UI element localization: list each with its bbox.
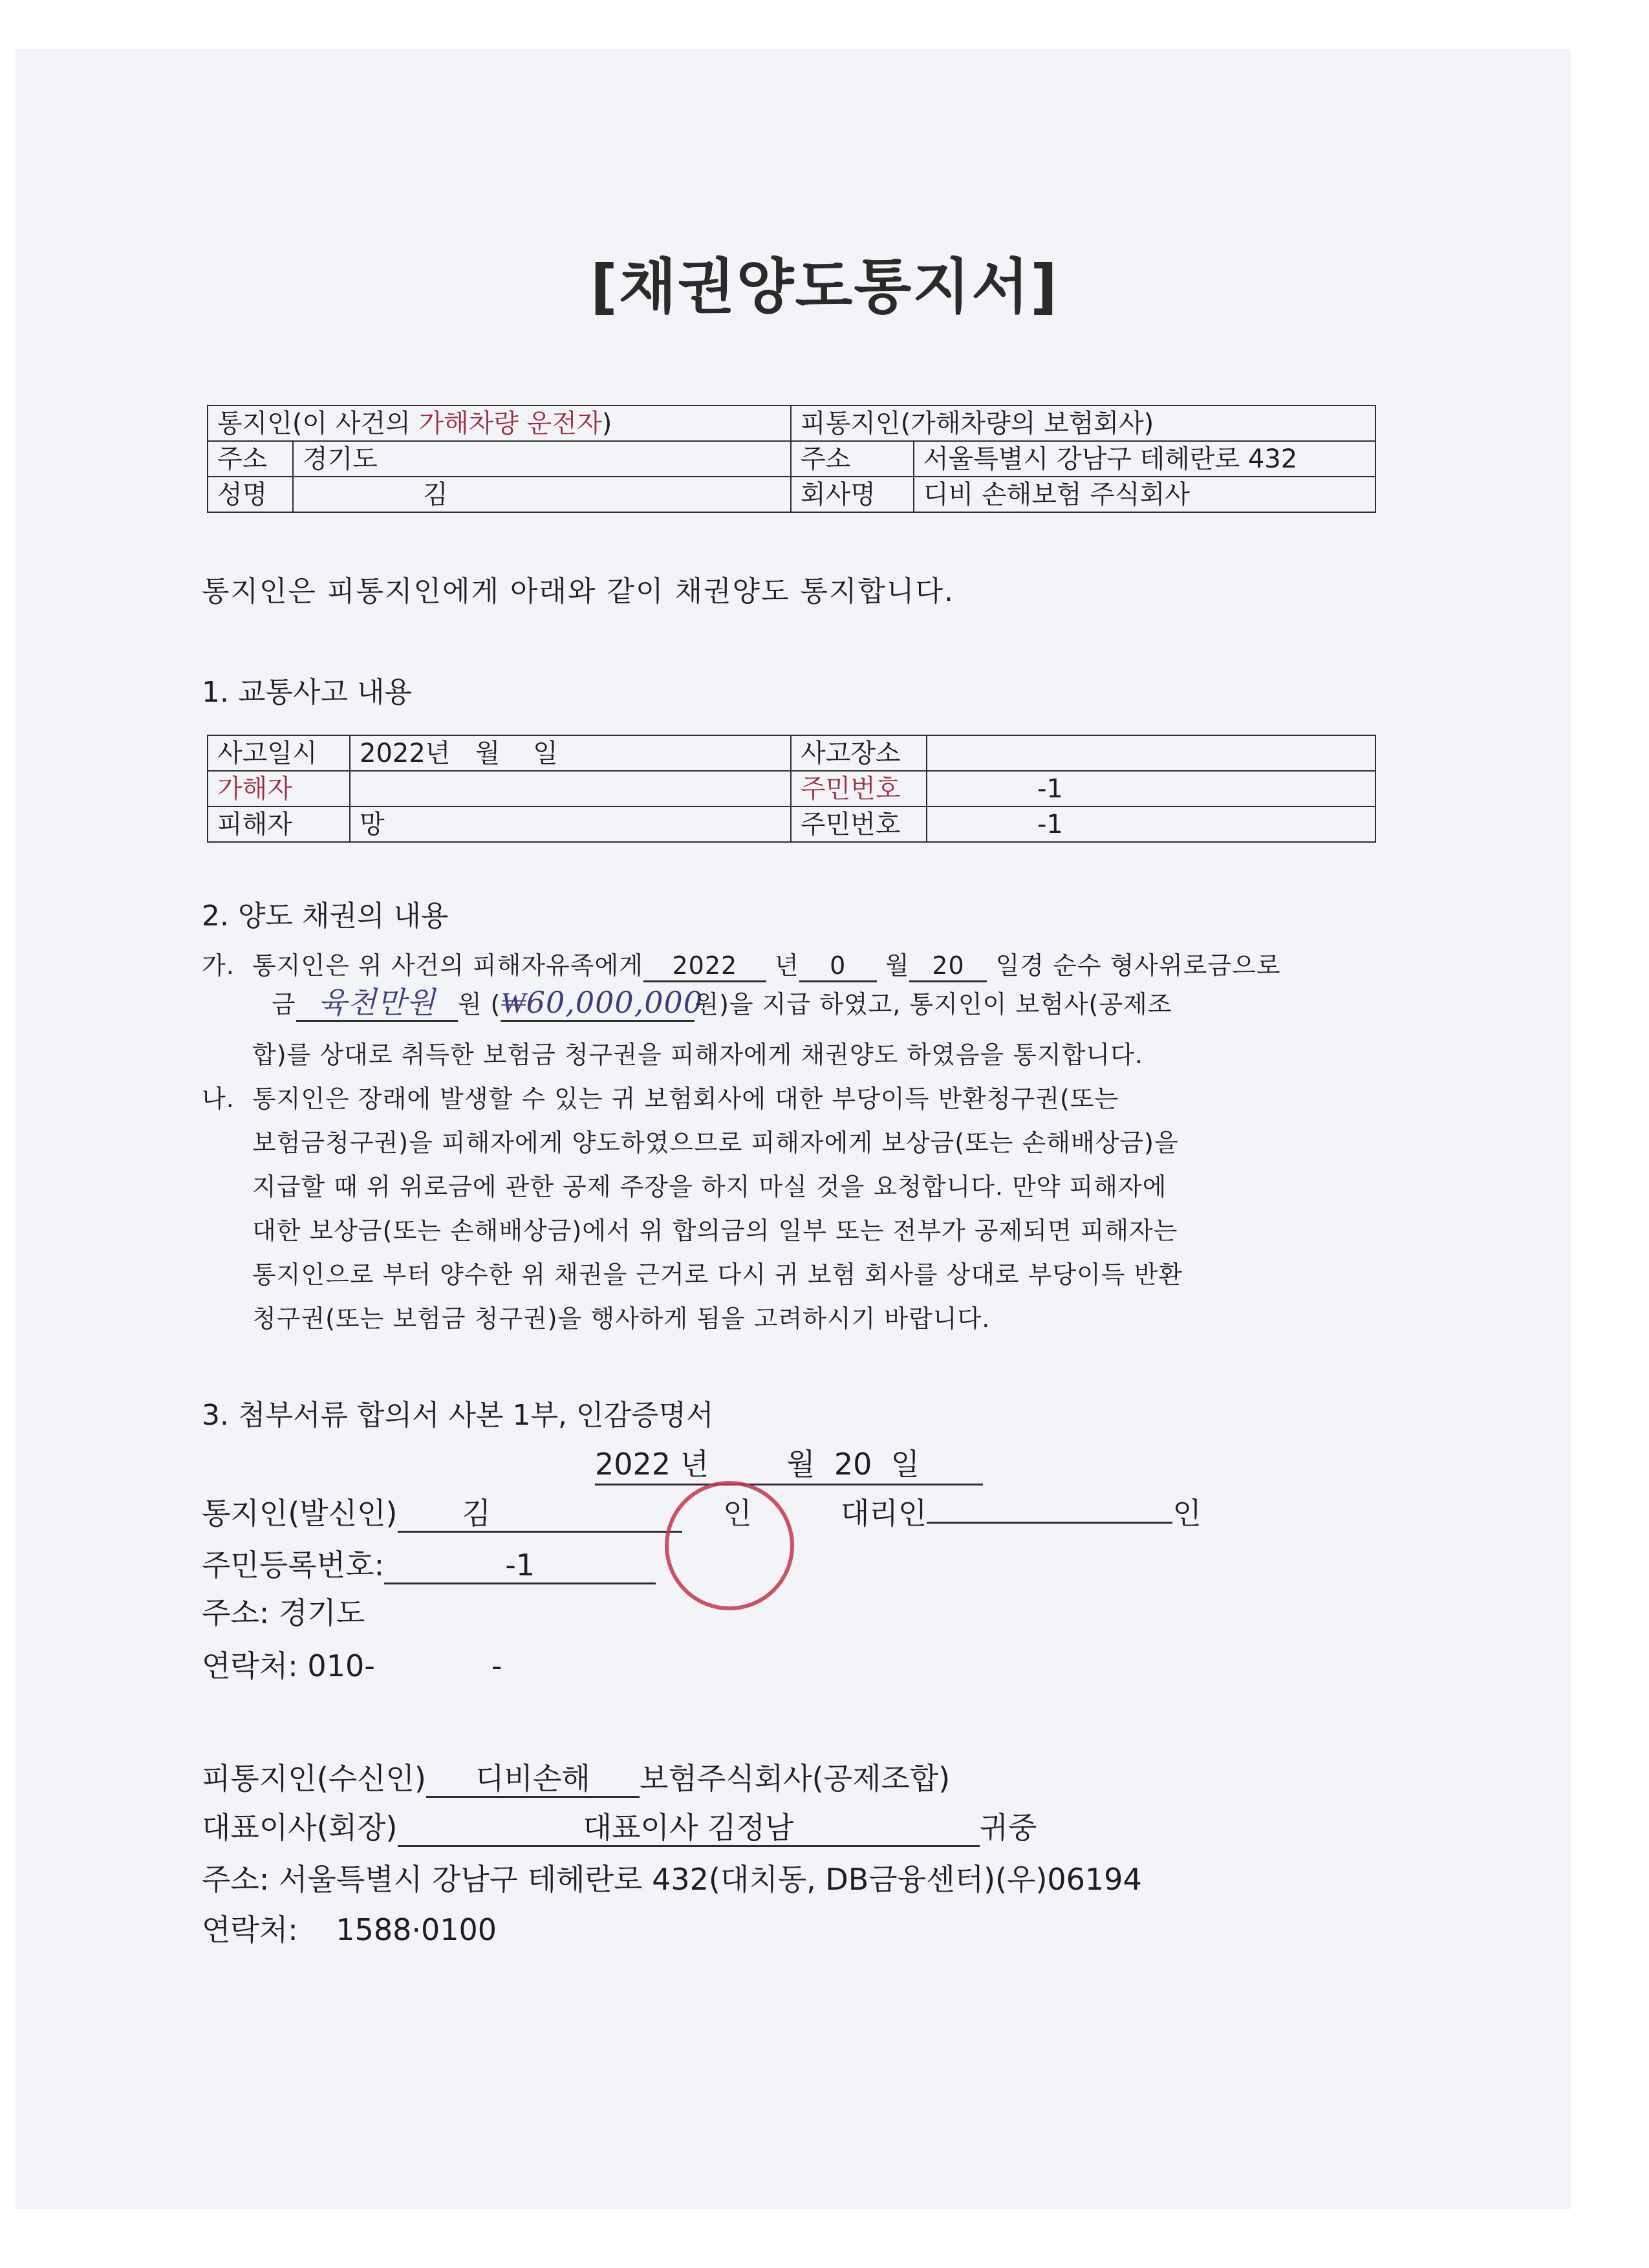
ga-marker: 가.	[202, 951, 235, 980]
sender-contact: 연락처: 010- -	[202, 1648, 502, 1683]
ga-line-3: 합)를 상대로 취득한 보험금 청구권을 피해자에게 채권양도 하였음을 통지합니다.	[252, 1041, 1143, 1069]
recipient-line: 피통지인(수신인) 디비손해 보험주식회사(공제조합)	[202, 1755, 950, 1798]
ga-day: 20	[909, 952, 987, 982]
section3-heading: 3. 첨부서류 합의서 사본 1부, 인감증명서	[202, 1399, 714, 1432]
ga-year: 2022	[643, 952, 766, 982]
notifier-address: 경기도	[293, 441, 791, 477]
victim-value: 망	[350, 806, 791, 842]
offender-id-label: 주민번호	[791, 771, 927, 806]
section1-heading: 1. 교통사고 내용	[202, 676, 412, 709]
ceo-name: 대표이사 김정남	[398, 1811, 980, 1847]
accident-date-value: 2022년 월 일	[350, 735, 791, 771]
notifier-header: 통지인(이 사건의 가해차량 운전자)	[208, 405, 791, 441]
ga-month: 0	[799, 952, 877, 982]
section2-heading: 2. 양도 채권의 내용	[202, 900, 449, 933]
seal-char: 인	[723, 1496, 752, 1531]
recipient-address-label: 주소	[791, 441, 914, 477]
parties-table	[207, 405, 1376, 513]
signature-date: 2022 년 월 20 일	[595, 1441, 983, 1485]
victim-label: 피해자	[208, 806, 350, 842]
agent-line: 대리인 인	[841, 1496, 1202, 1531]
na-line-1: 통지인은 장래에 발생할 수 있는 귀 보험회사에 대한 부당이득 반환청구권(또는	[252, 1085, 1119, 1113]
na-line-4: 대한 보상금(또는 손해배상금)에서 위 합의금의 일부 또는 전부가 공제되면 피해자는	[252, 1216, 1178, 1245]
ga-line-2: 금 육천만원 원 (₩60,000,000원)을 지급 하였고, 통지인이 보험사(공제조	[272, 984, 1172, 1022]
victim-id-label: 주민번호	[791, 806, 927, 842]
recipient-company: 디비 손해보험 주식회사	[914, 477, 1375, 512]
notifier-header-highlight: 가해차량 운전자	[418, 408, 602, 438]
recipient-contact: 연락처: 1588·0100	[202, 1912, 497, 1947]
sender-line: 통지인(발신인) 김	[202, 1490, 682, 1533]
ga-line-1: 통지인은 위 사건의 피해자유족에게 2022 년 0 월 20 일경 순수 형사위로금으로	[252, 945, 1281, 982]
na-line-6: 청구권(또는 보험금 청구권)을 행사하게 됨을 고려하시기 바랍니다.	[252, 1304, 991, 1333]
na-line-3: 지급할 때 위 위로금에 관한 공제 주장을 하지 마실 것을 요청합니다. 만약 피해자에	[252, 1172, 1167, 1201]
accident-date-label: 사고일시	[208, 735, 350, 771]
sender-address: 주소: 경기도	[202, 1595, 365, 1630]
na-marker: 나.	[202, 1085, 235, 1113]
handwritten-amount-number: ₩60,000,000	[501, 986, 695, 1022]
intro-text: 통지인은 피통지인에게 아래와 같이 채권양도 통지합니다.	[202, 575, 955, 608]
recipient-address: 주소: 서울특별시 강남구 테헤란로 432(대치동, DB금융센터)(우)06194	[202, 1862, 1142, 1897]
agent-name-blank	[927, 1522, 1172, 1524]
offender-value	[350, 771, 791, 806]
accident-table	[207, 735, 1376, 843]
notifier-name: 김	[293, 477, 791, 512]
resident-line: 주민등록번호: -1	[202, 1542, 656, 1584]
ceo-line: 대표이사(회장) 대표이사 김정남 귀중	[202, 1804, 1037, 1847]
recipient-name: 디비손해	[426, 1762, 640, 1798]
victim-id-value: -1	[927, 806, 1375, 842]
notifier-address-label: 주소	[208, 441, 293, 477]
na-line-5: 통지인으로 부터 양수한 위 채권을 근거로 다시 귀 보험 회사를 상대로 부당이득 반환	[252, 1260, 1183, 1289]
accident-place-label: 사고장소	[791, 735, 927, 771]
recipient-company-label: 회사명	[791, 477, 914, 512]
handwritten-amount-words: 육천만원	[296, 986, 458, 1022]
accident-place-value	[927, 735, 1375, 771]
recipient-address: 서울특별시 강남구 테헤란로 432	[914, 441, 1375, 477]
document-title: [채권양도통지서]	[590, 252, 1059, 321]
recipient-header: 피통지인(가해차량의 보험회사)	[791, 405, 1375, 441]
offender-label: 가해자	[208, 771, 350, 806]
offender-id-value: -1	[927, 771, 1375, 806]
na-line-2: 보험금청구권)을 피해자에게 양도하였으므로 피해자에게 보상금(또는 손해배상금)을	[252, 1129, 1179, 1157]
sender-name: 김	[398, 1496, 682, 1533]
resident-number: -1	[384, 1548, 656, 1584]
notifier-name-label: 성명	[208, 477, 293, 512]
